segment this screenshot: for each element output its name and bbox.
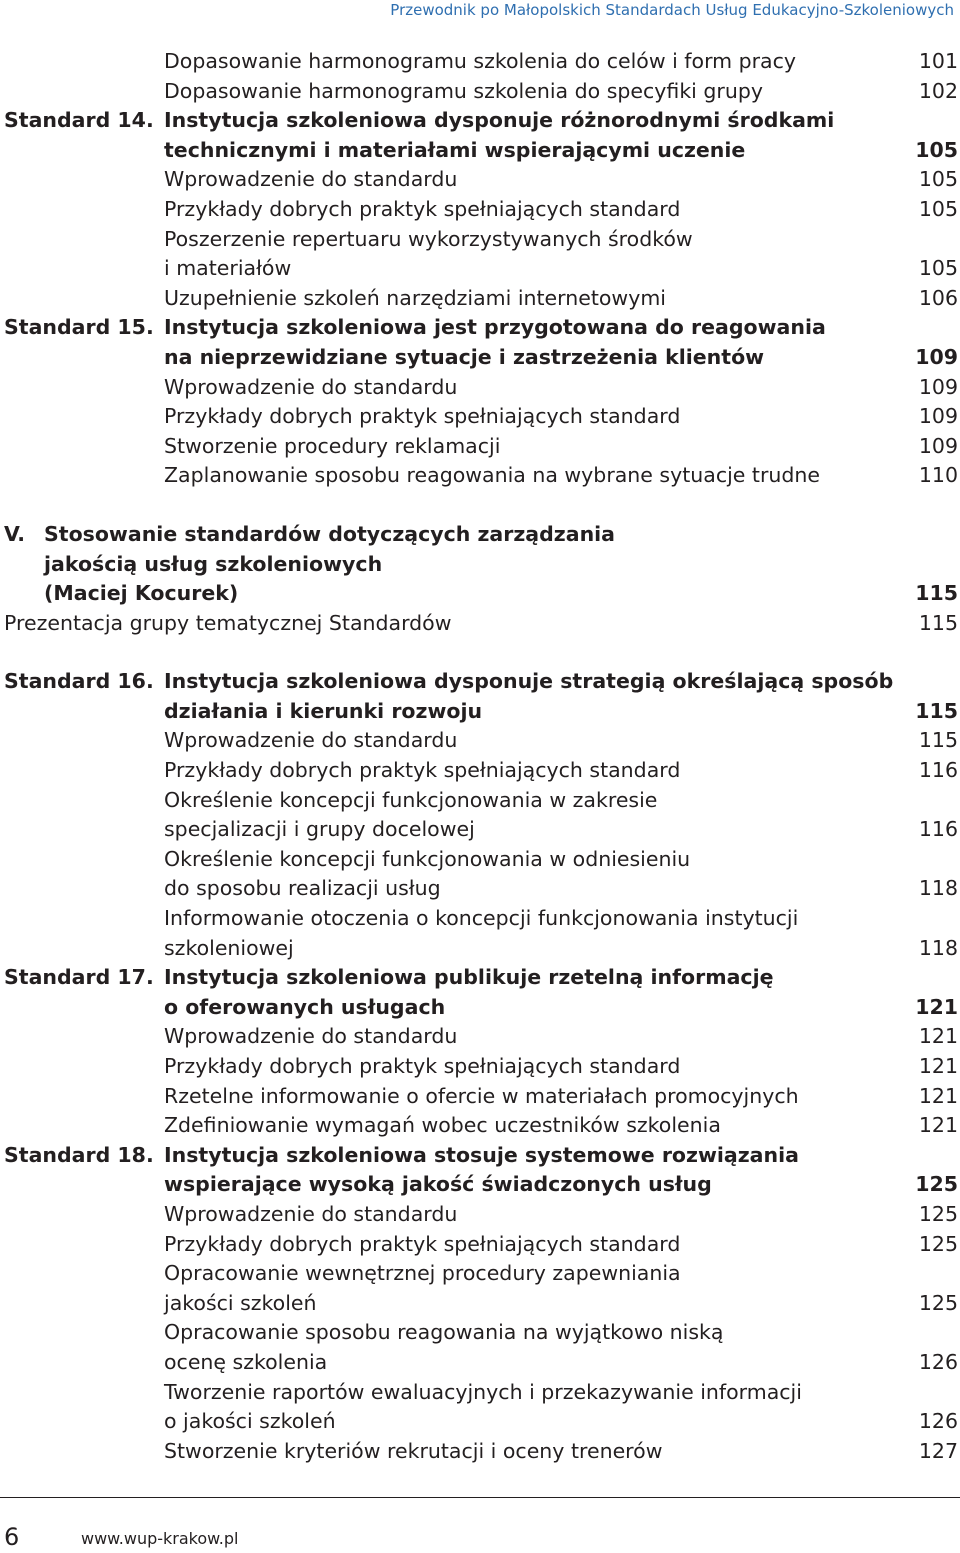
toc-entry[interactable]	[0, 1170, 960, 1200]
toc-entry-title: Stworzenie kryteriów rekrutacji i oceny trenerów	[164, 1438, 663, 1463]
toc-entry[interactable]	[0, 136, 960, 166]
running-header: Przewodnik po Małopolskich Standardach Usług Edukacyjno-Szkoleniowych	[390, 1, 954, 19]
toc-entry-title: Stosowanie standardów dotyczących zarządzania	[44, 521, 616, 546]
footer-divider	[0, 1497, 960, 1498]
toc-entry-page-number: 125	[918, 1201, 958, 1226]
toc-entry[interactable]	[0, 1141, 960, 1171]
toc-entry-title: Informowanie otoczenia o koncepcji funkcjonowania instytucji	[164, 906, 799, 931]
toc-entry-page-number: 115	[918, 610, 958, 635]
toc-entry-page-number: 121	[918, 1113, 958, 1138]
toc-entry[interactable]	[0, 874, 960, 904]
toc-entry-title: Określenie koncepcji funkcjonowania w zakresie	[164, 787, 658, 812]
toc-entry[interactable]	[0, 1318, 960, 1348]
toc-entry-title: Instytucja szkoleniowa stosuje systemowe rozwiązania	[164, 1142, 799, 1167]
toc-entry-title: Zdefiniowanie wymagań wobec uczestników szkolenia	[164, 1113, 721, 1138]
toc-entry-title: o jakości szkoleń	[164, 1409, 336, 1434]
toc-entry[interactable]	[0, 313, 960, 343]
toc-entry-title: (Maciej Kocurek)	[44, 581, 239, 606]
toc-entry-page-number: 105	[915, 137, 958, 162]
table-of-contents	[0, 47, 960, 1466]
toc-entry-title: Przykłady dobrych praktyk spełniających standard	[164, 758, 681, 783]
toc-entry[interactable]	[0, 47, 960, 77]
toc-entry[interactable]	[0, 934, 960, 964]
toc-entry-page-number: 118	[918, 935, 958, 960]
toc-entry-page-number: 125	[915, 1172, 958, 1197]
toc-entry-title: jakości szkoleń	[164, 1290, 317, 1315]
toc-entry-title: Stworzenie procedury reklamacji	[164, 433, 501, 458]
toc-entry-page-number: 126	[918, 1409, 958, 1434]
toc-entry-title: specjalizacji i grupy docelowej	[164, 817, 475, 842]
toc-entry[interactable]	[0, 904, 960, 934]
toc-entry-page-number: 109	[918, 404, 958, 429]
toc-entry-page-number: 121	[918, 1083, 958, 1108]
toc-entry-label: Standard 18.	[4, 1142, 154, 1167]
toc-entry-title: Instytucja szkoleniowa dysponuje różnorodnymi środkami	[164, 108, 835, 133]
toc-entry-title: ocenę szkolenia	[164, 1349, 328, 1374]
toc-entry-title: Wprowadzenie do standardu	[164, 1024, 458, 1049]
toc-entry-title: Prezentacja grupy tematycznej Standardów	[4, 610, 452, 635]
toc-entry[interactable]	[0, 373, 960, 403]
toc-entry-page-number: 125	[918, 1290, 958, 1315]
toc-entry-page-number: 105	[918, 196, 958, 221]
toc-entry[interactable]	[0, 1052, 960, 1082]
toc-entry[interactable]	[0, 77, 960, 107]
toc-entry[interactable]	[0, 993, 960, 1023]
toc-entry-label: Standard 15.	[4, 315, 154, 340]
toc-entry-title: Wprowadzenie do standardu	[164, 374, 458, 399]
toc-entry[interactable]	[0, 1022, 960, 1052]
toc-entry[interactable]	[0, 225, 960, 255]
toc-entry[interactable]	[0, 1111, 960, 1141]
toc-entry-title: Dopasowanie harmonogramu szkolenia do specyfiki grupy	[164, 78, 763, 103]
toc-entry-title: wspierające wysoką jakość świadczonych usług	[164, 1172, 712, 1197]
toc-entry-page-number: 116	[918, 758, 958, 783]
toc-entry-page-number: 126	[918, 1349, 958, 1374]
toc-entry-page-number: 110	[918, 463, 958, 488]
toc-entry[interactable]	[0, 1259, 960, 1289]
toc-entry[interactable]	[0, 343, 960, 373]
toc-entry-title: działania i kierunki rozwoju	[164, 698, 483, 723]
toc-entry[interactable]	[0, 432, 960, 462]
toc-entry-label: Standard 17.	[4, 965, 154, 990]
toc-entry-label: Standard 14.	[4, 108, 154, 133]
toc-entry-title: na nieprzewidziane sytuacje i zastrzeżenia klientów	[164, 344, 765, 369]
toc-entry[interactable]	[0, 254, 960, 284]
toc-entry-page-number: 115	[915, 581, 958, 606]
toc-entry[interactable]	[0, 284, 960, 314]
toc-entry[interactable]	[0, 786, 960, 816]
toc-entry-page-number: 115	[915, 698, 958, 723]
footer-url-link[interactable]: www.wup-krakow.pl	[81, 1529, 239, 1548]
toc-entry[interactable]	[0, 963, 960, 993]
toc-entry[interactable]	[0, 195, 960, 225]
toc-entry[interactable]	[0, 756, 960, 786]
toc-entry[interactable]	[0, 550, 960, 580]
toc-entry-page-number: 105	[918, 167, 958, 192]
toc-entry-label: Standard 16.	[4, 669, 154, 694]
toc-entry-title: Dopasowanie harmonogramu szkolenia do celów i form pracy	[164, 49, 797, 73]
toc-entry-title: Uzupełnienie szkoleń narzędziami internetowymi	[164, 285, 666, 310]
toc-entry-title: szkoleniowej	[164, 935, 294, 960]
toc-entry-page-number: 121	[918, 1024, 958, 1049]
toc-entry-title: Zaplanowanie sposobu reagowania na wybrane sytuacje trudne	[164, 463, 821, 488]
toc-spacer	[0, 491, 960, 520]
toc-entry-page-number: 102	[918, 78, 958, 103]
toc-entry-page-number: 116	[918, 817, 958, 842]
toc-entry-title: Tworzenie raportów ewaluacyjnych i przekazywanie informacji	[164, 1379, 802, 1404]
toc-entry-title: jakością usług szkoleniowych	[44, 551, 383, 576]
toc-entry-title: Określenie koncepcji funkcjonowania w odniesieniu	[164, 846, 691, 871]
toc-entry-title: o oferowanych usługach	[164, 994, 446, 1019]
toc-entry[interactable]	[0, 1348, 960, 1378]
toc-entry[interactable]	[0, 845, 960, 875]
toc-entry-page-number: 105	[918, 256, 958, 281]
toc-entry-title: Opracowanie wewnętrznej procedury zapewniania	[164, 1261, 681, 1286]
toc-entry-title: technicznymi i materiałami wspierającymi uczenie	[164, 137, 746, 162]
toc-entry-title: Wprowadzenie do standardu	[164, 1201, 458, 1226]
toc-entry-title: Przykłady dobrych praktyk spełniających standard	[164, 1054, 681, 1078]
toc-entry-label: V.	[4, 521, 26, 546]
toc-entry[interactable]	[0, 1230, 960, 1260]
toc-entry[interactable]	[0, 579, 960, 609]
toc-entry-page-number: 118	[918, 876, 958, 901]
toc-entry[interactable]	[0, 1289, 960, 1319]
toc-entry-title: Instytucja szkoleniowa dysponuje strategią określającą sposób	[164, 669, 894, 694]
toc-entry[interactable]	[0, 461, 960, 491]
toc-entry-title: do sposobu realizacji usług	[164, 876, 441, 901]
toc-entry[interactable]	[0, 520, 960, 550]
toc-entry-title: Przykłady dobrych praktyk spełniających standard	[164, 404, 681, 429]
toc-entry[interactable]	[0, 402, 960, 432]
toc-entry-page-number: 127	[918, 1438, 958, 1463]
toc-entry[interactable]	[0, 697, 960, 727]
toc-entry[interactable]	[0, 667, 960, 697]
toc-entry-title: Przykłady dobrych praktyk spełniających standard	[164, 1231, 681, 1256]
toc-entry-title: Opracowanie sposobu reagowania na wyjątkowo niską	[164, 1320, 724, 1345]
toc-entry-title: i materiałów	[164, 256, 292, 281]
toc-entry-page-number: 115	[918, 728, 958, 753]
toc-entry[interactable]	[0, 726, 960, 756]
toc-entry-page-number: 109	[918, 433, 958, 458]
toc-entry[interactable]	[0, 1378, 960, 1408]
toc-entry[interactable]	[0, 106, 960, 136]
toc-entry-title: Wprowadzenie do standardu	[164, 167, 458, 192]
toc-entry[interactable]	[0, 609, 960, 639]
toc-entry-page-number: 101	[918, 49, 958, 73]
toc-entry[interactable]	[0, 1437, 960, 1467]
toc-entry-title: Przykłady dobrych praktyk spełniających standard	[164, 196, 681, 221]
toc-entry-page-number: 109	[918, 374, 958, 399]
toc-entry[interactable]	[0, 1200, 960, 1230]
toc-entry-page-number: 109	[915, 344, 958, 369]
toc-entry-page-number: 106	[918, 285, 958, 310]
toc-entry-page-number: 121	[918, 1054, 958, 1078]
page-number: 6	[4, 1523, 20, 1551]
toc-spacer	[0, 638, 960, 667]
toc-entry-page-number: 121	[915, 994, 958, 1019]
toc-entry-title: Instytucja szkoleniowa jest przygotowana do reagowania	[164, 315, 826, 340]
toc-entry[interactable]	[0, 1407, 960, 1437]
toc-entry-title: Instytucja szkoleniowa publikuje rzetelną informację	[164, 965, 774, 990]
toc-entry[interactable]	[0, 815, 960, 845]
toc-entry-page-number: 125	[918, 1231, 958, 1256]
toc-entry[interactable]	[0, 1082, 960, 1112]
toc-entry[interactable]	[0, 165, 960, 195]
toc-entry-title: Wprowadzenie do standardu	[164, 728, 458, 753]
toc-entry-title: Rzetelne informowanie o ofercie w materiałach promocyjnych	[164, 1083, 799, 1108]
toc-entry-title: Poszerzenie repertuaru wykorzystywanych środków	[164, 226, 693, 251]
